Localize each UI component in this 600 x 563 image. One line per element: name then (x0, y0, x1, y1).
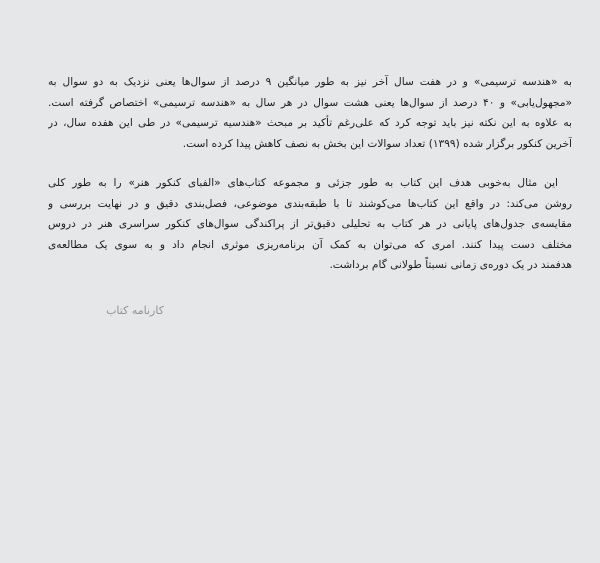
paragraph-line: مقایسه‌ی جدول‌های پایانی در هر کتاب به تحلیلی دقیق‌تر از پراکندگی سوال‌های کنکور سراسری هنر در دروس (48, 218, 572, 230)
paragraph-line: مختلف دست پیدا کنند. امری که می‌توان به کمک آن برنامه‌ریزی موثری انجام داد و به سوی یک مطالعه‌ی (48, 238, 572, 251)
paragraph-question-distribution (48, 72, 572, 168)
paragraph-line: هدفمند در یک دوره‌ی زمانی نسبتاً طولانی گام برداشت. (329, 259, 572, 271)
paragraph-line: «مجهول‌یابی» و ۴۰ درصد از سوال‌ها یعنی هشت سوال در هر سال به «هندسه ترسیمی» اختصاص گرفته است. (48, 96, 572, 109)
paragraph-line: روشن می‌کند: در واقع این کتاب‌ها می‌کوشند تا با طبقه‌بندی موضوعی، فصل‌بندی دقیق و در نهایت بررسی و (48, 197, 572, 210)
paragraph-book-purpose (48, 173, 572, 285)
paragraph-line: آخرین کنکور برگزار شده (۱۳۹۹) تعداد سوالات این بخش به نصف کاهش پیدا کرده است. (182, 137, 572, 150)
paragraph-line: این مثال به‌خوبی هدف این کتاب به طور جزئی و مجموعه کتاب‌های «الفبای کنکور هنر» را به طور کلی (48, 177, 558, 189)
paragraph-line: به علاوه به این نکته نیز باید توجه کرد که علی‌رغم تأکید بر مبحث «هندسیه ترسیمی» در طی این هفده سال، در (48, 117, 572, 129)
signature: کارنامه کتاب (106, 304, 164, 317)
paragraph-line: به «هندسه ترسیمی» و در هفت سال آخر نیز به طور میانگین ۹ درصد از سوال‌ها یعنی نزدیک به دو سوال به (48, 76, 572, 88)
